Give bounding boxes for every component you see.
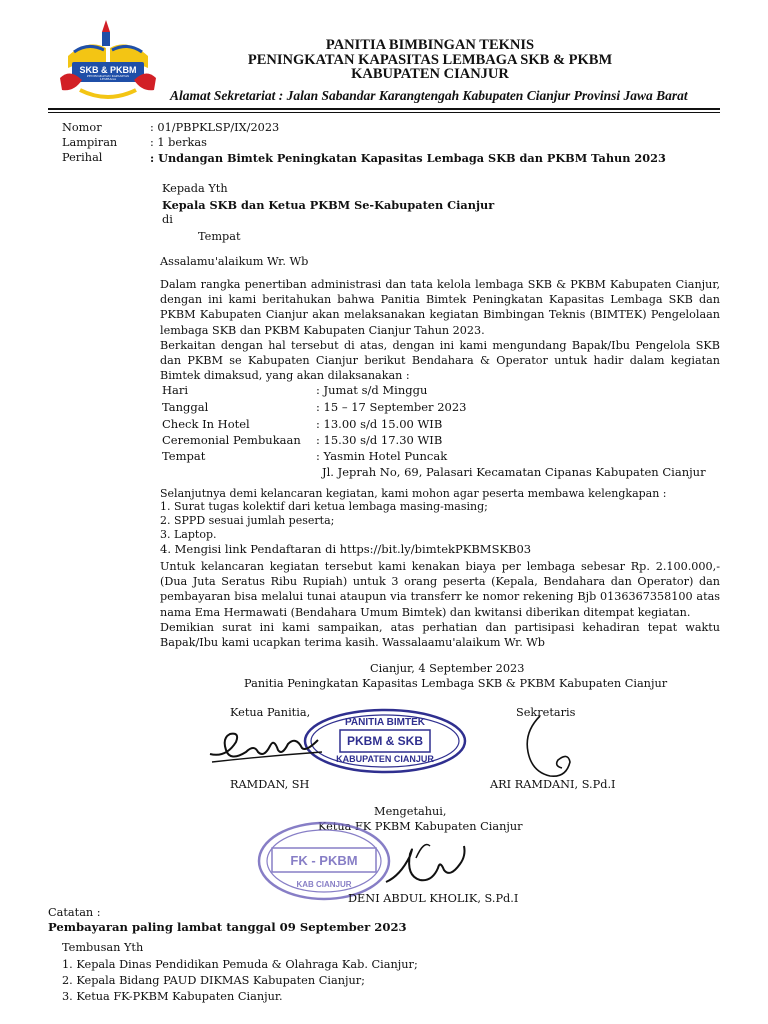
- committee-name: Panitia Peningkatan Kapasitas Lembaga SKB & PKBM Kabupaten Cianjur: [244, 677, 668, 690]
- list-item: 3. Laptop.: [160, 528, 217, 541]
- schedule-day-label: Hari: [162, 383, 189, 397]
- notes-text: Pembayaran paling lambat tanggal 09 September 2023: [48, 920, 407, 934]
- recipient-line3: di: [162, 213, 173, 226]
- schedule-date-label: Tanggal: [162, 400, 209, 414]
- meta-attachment-value: : 1 berkas: [150, 136, 207, 149]
- list-item: 2. SPPD sesuai jumlah peserta;: [160, 514, 335, 527]
- items-intro: Selanjutnya demi kelancaran kegiatan, kami mohon agar peserta membawa kelengkapan :: [160, 487, 667, 500]
- header-title-line1: PANITIA BIMBINGAN TEKNIS: [325, 37, 535, 53]
- stamp2-mid-text: FK - PKBM: [290, 853, 358, 868]
- meta-number-label: Nomor: [62, 121, 102, 134]
- schedule-checkin-value: : 13.00 s/d 15.00 WIB: [316, 417, 443, 431]
- organization-logo: [58, 18, 158, 100]
- cc-item: 3. Ketua FK-PKBM Kabupaten Cianjur.: [62, 990, 283, 1003]
- schedule-venue-label: Tempat: [162, 449, 206, 463]
- fk-pkbm-stamp: [256, 820, 392, 902]
- cc-label: Tembusan Yth: [62, 941, 144, 954]
- header-address: Alamat Sekretariat : Jalan Sabandar Karangtengah Kabupaten Cianjur Provinsi Jawa Barat: [170, 88, 688, 103]
- schedule-ceremony-label: Ceremonial Pembukaan: [162, 433, 301, 447]
- header-divider-thin: [48, 112, 720, 113]
- schedule-ceremony-value: : 15.30 s/d 17.30 WIB: [316, 433, 443, 447]
- left-signatory-title: Ketua Panitia,: [230, 706, 311, 719]
- right-signatory-name: ARI RAMDANI, S.Pd.I: [490, 778, 616, 791]
- paragraph-intro: Dalam rangka penertiban administrasi dan tata kelola lembaga SKB & PKBM Kabupaten Cianjur, dengan ini kami beritahukan bahwa Panitia Bimtek Peningkatan Kapasitas Lembaga SKB dan PKBM Kabupaten Cianjur akan melaksanakan kegiatan Bimbingan Teknis (BIMTEK) Pengelolaan lembaga SKB dan PKBM Kabupaten Cianjur Tahun 2023.: [160, 278, 720, 337]
- left-signature: [206, 722, 326, 770]
- left-signatory-name: RAMDAN, SH: [230, 778, 310, 791]
- acknowledge-label: Mengetahui,: [374, 805, 447, 818]
- logo-text: SKB & PKBM: [79, 65, 137, 75]
- paragraph-fee: Untuk kelancaran kegiatan tersebut kami kenakan biaya per lembaga sebesar Rp. 2.100.000,- (Dua Juta Seratus Ribu Rupiah) untuk 3 orang peserta (Kepala, Bendahara dan Operator) dan pembayaran bisa melalui tunai ataupun via transferr ke nomor rekening Bjb 0136367358100 atas nama Ema Hermawati (Bendahara Umum Bimtek) dan kwitansi diberikan ditempat kegiatan.: [160, 560, 720, 619]
- list-item: 4. Mengisi link Pendaftaran di https://bit.ly/bimtekPKBMSKB03: [160, 542, 532, 556]
- meta-subject-value: : Undangan Bimtek Peningkatan Kapasitas Lembaga SKB dan PKBM Tahun 2023: [150, 151, 666, 165]
- recipient-line4: Tempat: [198, 230, 241, 243]
- schedule-day-value: : Jumat s/d Minggu: [316, 383, 428, 397]
- cc-item: 2. Kepala Bidang PAUD DIKMAS Kabupaten Cianjur;: [62, 974, 365, 987]
- place-date: Cianjur, 4 September 2023: [370, 662, 525, 675]
- acknowledge-signature: [380, 836, 470, 892]
- list-item: 1. Surat tugas kolektif dari ketua lembaga masing-masing;: [160, 500, 488, 513]
- stamp1-bottom-text: KABUPATEN CIANJUR: [336, 754, 434, 764]
- header-title-line3: KABUPATEN CIANJUR: [351, 66, 509, 82]
- schedule-venue-address: Jl. Jeprah No, 69, Palasari Kecamatan Cipanas Kabupaten Cianjur: [322, 465, 706, 479]
- committee-stamp: [302, 708, 468, 774]
- stamp2-bottom-text: KAB CIANJUR: [296, 880, 352, 889]
- meta-number-value: : 01/PBPKLSP/IX/2023: [150, 121, 280, 134]
- paragraph-invitation: Berkaitan dengan hal tersebut di atas, dengan ini kami mengundang Bapak/Ibu Pengelola SKB dan PKBM se Kabupaten Cianjur berikut Bendahara & Operator untuk hadir dalam kegiatan Bimtek dimaksud, yang akan dilaksanakan :: [160, 339, 720, 383]
- cc-item: 1. Kepala Dinas Pendidikan Pemuda & Olahraga Kab. Cianjur;: [62, 958, 418, 971]
- acknowledge-name: DENI ABDUL KHOLIK, S.Pd.I: [348, 892, 519, 905]
- acknowledge-title: Ketua FK PKBM Kabupaten Cianjur: [318, 820, 523, 833]
- meta-subject-label: Perihal: [62, 151, 103, 164]
- logo-subtext: PENINGKATAN KAPASITAS LEMBAGA: [86, 74, 130, 81]
- stamp1-mid-text: PKBM & SKB: [346, 734, 423, 748]
- header-divider-thick: [48, 108, 720, 110]
- schedule-date-value: : 15 – 17 September 2023: [316, 400, 467, 414]
- schedule-venue-value: : Yasmin Hotel Puncak: [316, 449, 448, 463]
- header-title-line2: PENINGKATAN KAPASITAS LEMBAGA SKB & PKBM: [247, 52, 613, 68]
- meta-attachment-label: Lampiran: [62, 136, 118, 149]
- recipient-line2: Kepala SKB dan Ketua PKBM Se-Kabupaten Cianjur: [162, 198, 495, 212]
- greeting: Assalamu'alaikum Wr. Wb: [160, 255, 309, 268]
- stamp1-top-text: PANITIA BIMTEK: [345, 717, 425, 728]
- schedule-checkin-label: Check In Hotel: [162, 417, 250, 431]
- recipient-line1: Kepada Yth: [162, 182, 228, 195]
- notes-label: Catatan :: [48, 906, 101, 919]
- paragraph-closing: Demikian surat ini kami sampaikan, atas perhatian dan partisipasi kehadiran tepat waktu Bapak/Ibu kami ucapkan terima kasih. Wassalaamu'alaikum Wr. Wb: [160, 621, 720, 650]
- right-signature: [510, 712, 580, 784]
- right-signatory-title: Sekretaris: [516, 706, 576, 719]
